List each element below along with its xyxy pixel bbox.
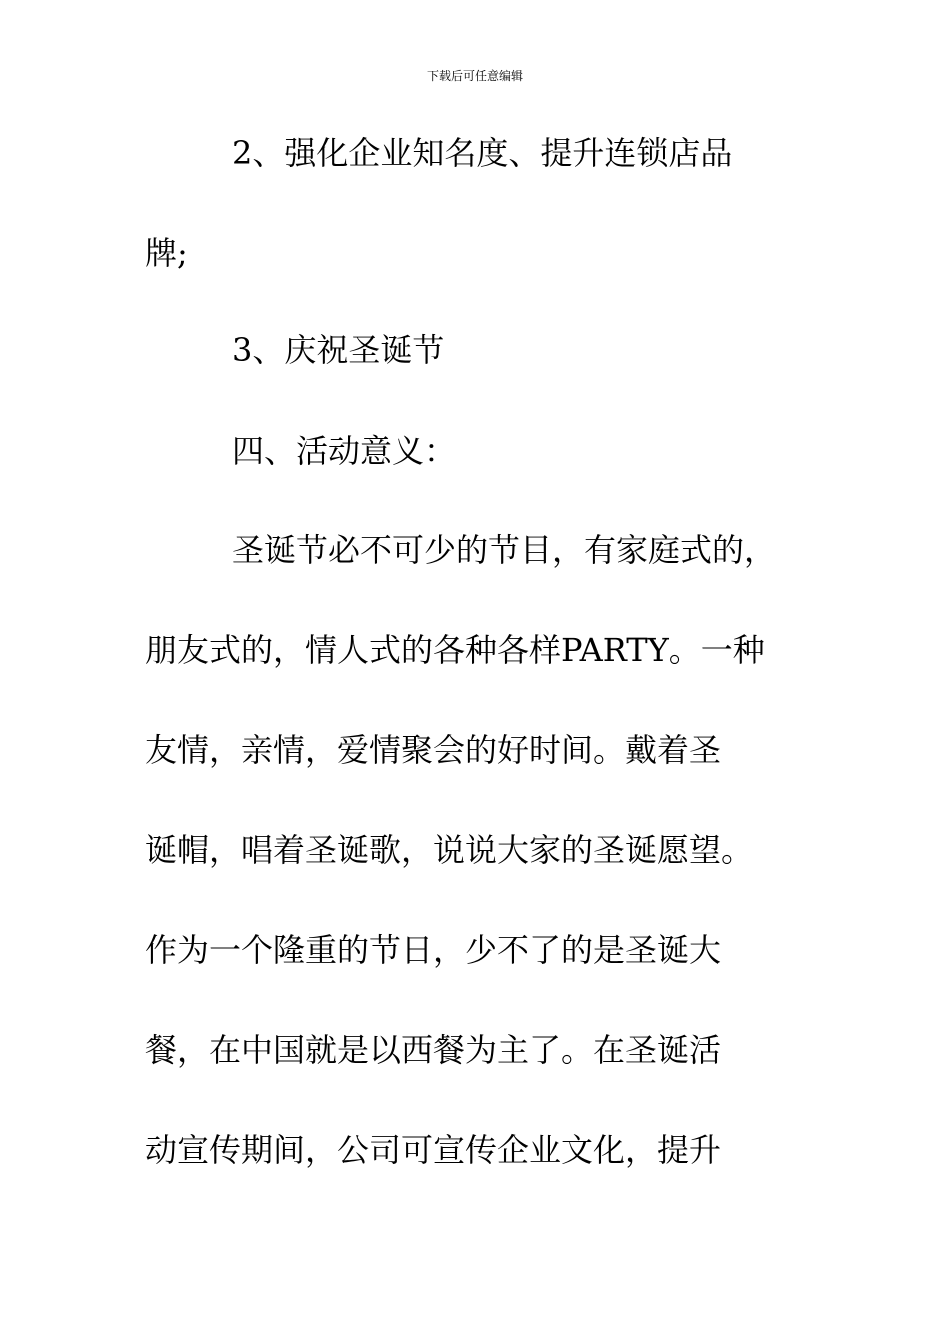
paragraph-line: 诞帽，唱着圣诞歌，说说大家的圣诞愿望。 [145, 831, 754, 869]
paragraph-line: 作为一个隆重的节日，少不了的是圣诞大 [145, 931, 722, 969]
paragraph-line: 餐，在中国就是以西餐为主了。在圣诞活 [145, 1031, 722, 1069]
page-header: 下载后可任意编辑 [426, 69, 523, 83]
section-heading: 四、活动意义： [232, 432, 457, 470]
paragraph-line: 圣诞节必不可少的节目，有家庭式的， [232, 531, 777, 569]
paragraph-line: 动宣传期间，公司可宣传企业文化，提升 [145, 1131, 722, 1169]
paragraph-line: 友情，亲情，爱情聚会的好时间。戴着圣 [145, 731, 722, 769]
list-item-2-continued: 牌; [145, 234, 188, 272]
list-item-2: 2、强化企业知名度、提升连锁店品 [232, 134, 733, 172]
paragraph-line: 朋友式的，情人式的各种各样PARTY。一种 [145, 631, 765, 669]
list-item-3: 3、庆祝圣诞节 [232, 331, 445, 369]
